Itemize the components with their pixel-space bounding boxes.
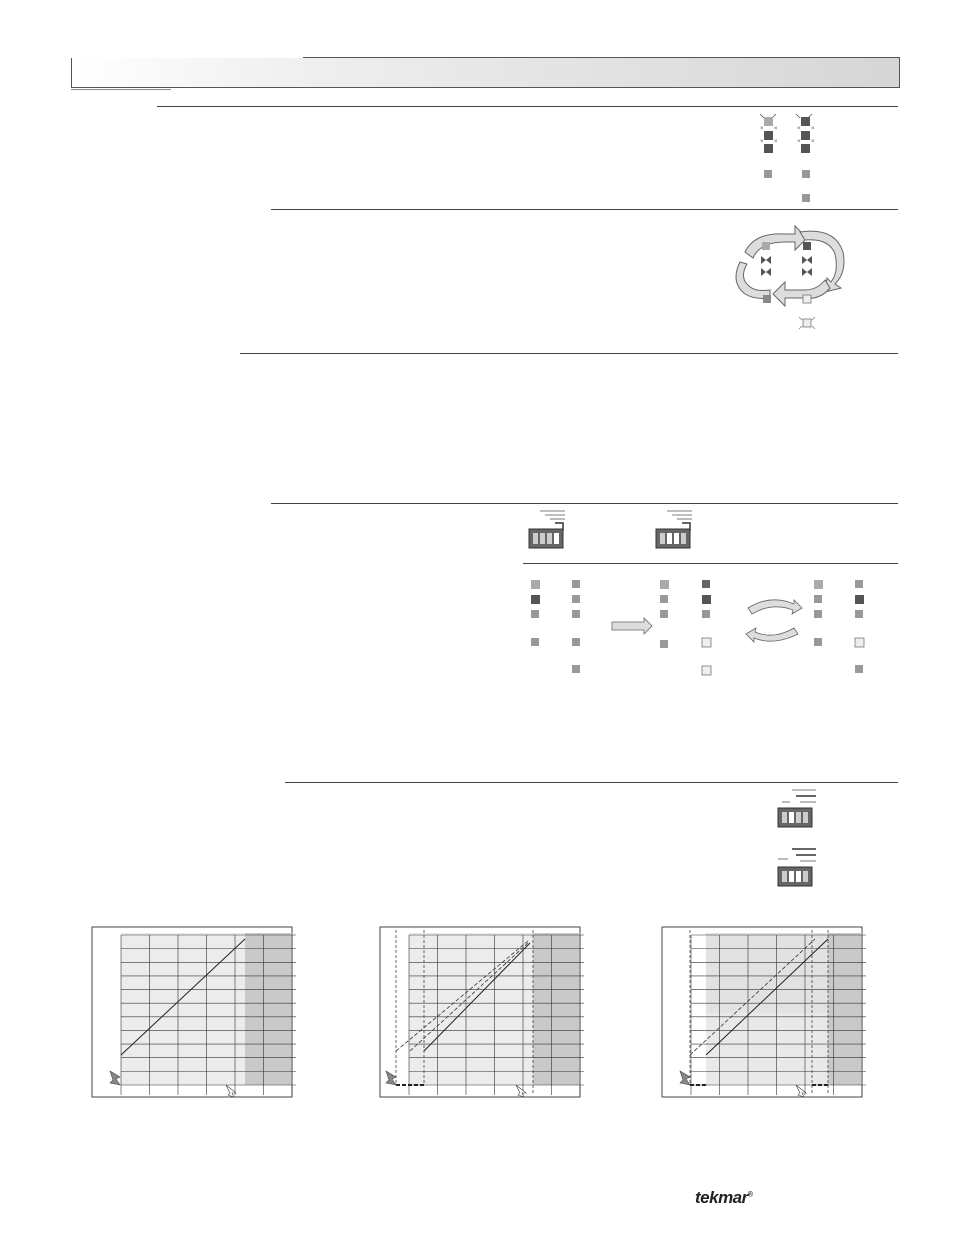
chart-dark-region	[533, 933, 580, 1085]
chart-dark-region	[245, 933, 292, 1085]
section-rule-1	[157, 106, 898, 107]
svg-text:×: ×	[811, 126, 815, 132]
dip-switch-icon	[652, 507, 697, 555]
svg-text:×: ×	[774, 139, 778, 145]
section-rule-4	[271, 503, 898, 504]
svg-text:×: ×	[797, 139, 801, 145]
dip-switch-icon	[772, 845, 820, 893]
section-rule-6	[285, 782, 898, 783]
reset-curve-chart-3	[660, 925, 870, 1100]
dip-switch-icon	[772, 786, 820, 834]
header-notch	[71, 56, 303, 58]
led-sequence-icon	[522, 570, 897, 688]
brand-logo: tekmar®	[695, 1188, 753, 1207]
svg-text:×: ×	[760, 139, 764, 145]
header-underline	[71, 89, 171, 90]
section-rule-5	[523, 563, 898, 564]
svg-text:×: ×	[797, 126, 801, 132]
svg-text:×: ×	[760, 126, 764, 132]
dip-switch-icon	[525, 507, 570, 555]
chart-dark-region	[828, 933, 862, 1085]
section-rule-3	[240, 353, 898, 354]
section-rule-2	[271, 209, 898, 210]
cycle-arrows-icon	[725, 222, 850, 337]
svg-text:×: ×	[774, 126, 778, 132]
reset-curve-chart-2	[378, 925, 588, 1100]
page-header-bar	[71, 57, 900, 88]
chart-shade-region	[706, 933, 828, 1013]
led-indicator-icon	[752, 110, 822, 205]
reset-curve-chart-1	[90, 925, 300, 1100]
svg-text:×: ×	[811, 139, 815, 145]
